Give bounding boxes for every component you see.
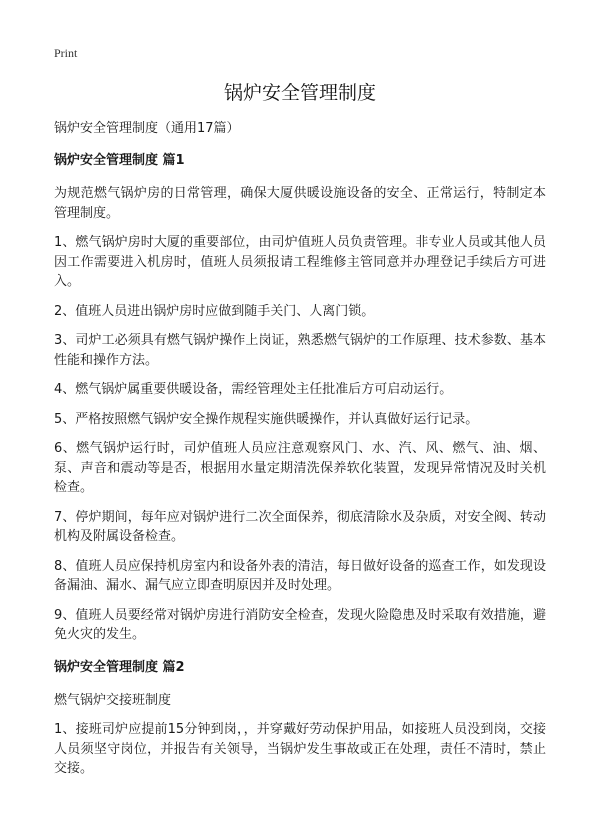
- paragraph-item-5: 5、严格按照燃气锅炉安全操作规程实施供暖操作，并认真做好运行记录。: [54, 411, 479, 427]
- paragraph-item-1: 1、燃气锅炉房时大厦的重要部位，由司炉值班人员负责管理。非专业人员或其他人员因工作需要进入机房时，值班人员须报请工程维修主管同意并办理登记手续后方可进入。: [54, 235, 546, 289]
- paragraph-item-7: 7、停炉期间，每年应对锅炉进行二次全面保养，彻底清除水及杂质，对安全阀、转动机构及附属设备检查。: [54, 509, 546, 544]
- paragraph-section2-title: 燃气锅炉交接班制度: [54, 692, 172, 708]
- paragraph-intro: 为规范燃气锅炉房的日常管理，确保大厦供暖设施设备的安全、正常运行，特制定本管理制度。: [54, 186, 546, 221]
- paragraph-section2-item-1: 1、接班司炉应提前15分钟到岗，，并穿戴好劳动保护用品，如接班人员没到岗，交接人员须坚守岗位，并报告有关领导，当锅炉发生事故或正在处理，责任不清时，禁止交接。: [54, 722, 546, 776]
- paragraph-item-3: 3、司炉工必须具有燃气锅炉操作上岗证，熟悉燃气锅炉的工作原理、技术参数、基本性能和操作方法。: [54, 333, 546, 368]
- paragraph-item-9: 9、值班人员要经常对锅炉房进行消防安全检查，发现火险隐患及时采取有效措施，避免火灾的发生。: [54, 607, 546, 642]
- print-link[interactable]: Print: [54, 46, 78, 60]
- paragraph-item-8: 8、值班人员应保持机房室内和设备外表的清洁，每日做好设备的巡查工作，如发现设备漏油、漏水、漏气应立即查明原因并及时处理。: [54, 558, 546, 593]
- page-title: 锅炉安全管理制度: [223, 82, 376, 104]
- paragraph-item-2: 2、值班人员进出锅炉房时应做到随手关门、人离门锁。: [54, 303, 375, 319]
- section-heading-1: 锅炉安全管理制度 篇1: [54, 153, 185, 168]
- document-subtitle: 锅炉安全管理制度（通用17篇）: [54, 121, 240, 136]
- paragraph-item-6: 6、燃气锅炉运行时，司炉值班人员应注意观察风门、水、汽、风、燃气、油、烟、泵、声音和震动等是否，根据用水量定期清洗保养软化装置，发现异常情况及时关机检查。: [54, 441, 546, 495]
- section-heading-2: 锅炉安全管理制度 篇2: [54, 659, 185, 675]
- paragraph-item-4: 4、燃气锅炉属重要供暖设备，需经管理处主任批准后方可启动运行。: [54, 382, 453, 397]
